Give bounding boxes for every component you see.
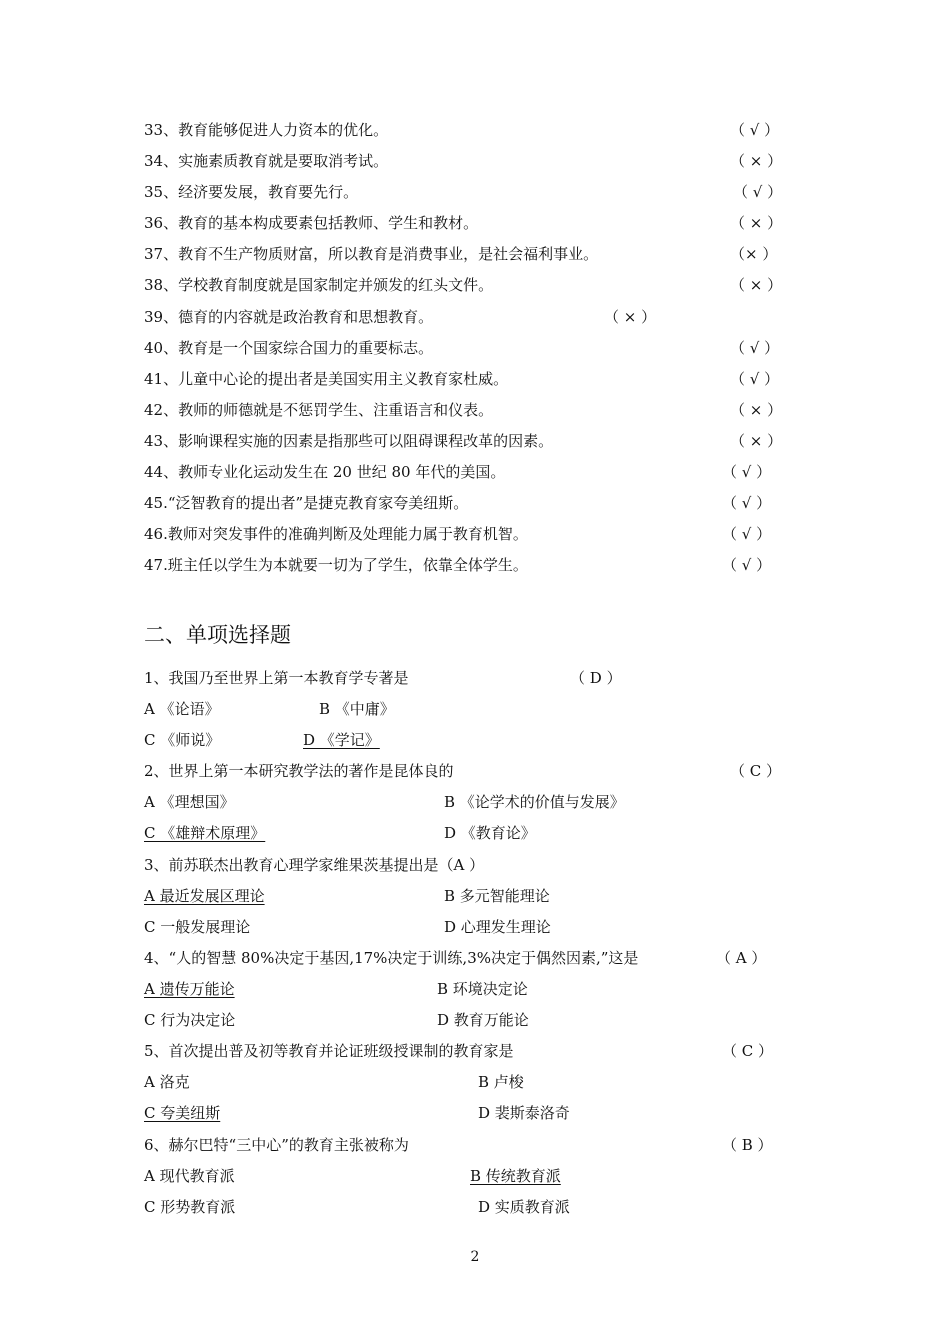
option-row [0, 884, 950, 908]
option-b: B 多元智能理论 [444, 887, 550, 905]
tf-question: 40、教育是一个国家综合国力的重要标志。 [144, 339, 434, 357]
tf-question: 44、教师专业化运动发生在 20 世纪 80 年代的美国。 [144, 463, 506, 481]
tf-item [0, 429, 950, 453]
tf-answer: （ √ ） [722, 463, 772, 481]
option-row [0, 728, 950, 752]
tf-answer: （ √ ） [730, 370, 780, 388]
option-c-correct: C 夸美纽斯 [144, 1104, 221, 1122]
question-answer: （ C ） [722, 1042, 774, 1060]
question-stem: 3、前苏联杰出教育心理学家维果茨基提出是（A ） [144, 856, 485, 874]
tf-item [0, 367, 950, 391]
choice-question [0, 1133, 950, 1157]
option-a: A 洛克 [144, 1073, 190, 1091]
option-a-correct: A 最近发展区理论 [144, 887, 265, 905]
tf-item [0, 522, 950, 546]
question-answer: （ C ） [730, 762, 782, 780]
tf-item [0, 460, 950, 484]
tf-question: 35、经济要发展，教育要先行。 [144, 183, 359, 201]
tf-answer: （ × ） [730, 214, 783, 232]
tf-question: 43、影响课程实施的因素是指那些可以阻碍课程改革的因素。 [144, 432, 554, 450]
tf-question: 42、教师的师德就是不惩罚学生、注重语言和仪表。 [144, 401, 494, 419]
tf-item [0, 336, 950, 360]
tf-question: 33、教育能够促进人力资本的优化。 [144, 121, 389, 139]
option-a: A 《理想国》 [144, 793, 235, 811]
option-b: B 卢梭 [478, 1073, 524, 1091]
tf-item [0, 553, 950, 577]
question-stem: 1、我国乃至世界上第一本教育学专著是 [144, 669, 409, 687]
tf-answer: （ × ） [730, 401, 783, 419]
option-c: C 一般发展理论 [144, 918, 251, 936]
option-row [0, 697, 950, 721]
tf-answer: （ √ ） [733, 183, 783, 201]
option-d: D 《教育论》 [444, 824, 536, 842]
option-row [0, 977, 950, 1001]
option-d: D 裴斯泰洛奇 [478, 1104, 570, 1122]
option-c-correct: C 《雄辩术原理》 [144, 824, 266, 842]
question-answer: （ B ） [722, 1136, 773, 1154]
tf-item [0, 491, 950, 515]
option-row [0, 1101, 950, 1125]
question-stem: 2、世界上第一本研究教学法的著作是昆体良的 [144, 762, 454, 780]
question-stem: 4、“人的智慧 80%决定于基因,17%决定于训练,3%决定于偶然因素,”这是 [144, 949, 639, 967]
choice-question [0, 853, 950, 877]
tf-item [0, 398, 950, 422]
tf-question: 34、实施素质教育就是要取消考试。 [144, 152, 389, 170]
option-row [0, 1164, 950, 1188]
tf-answer: （ √ ） [722, 494, 772, 512]
tf-question: 45.“泛智教育的提出者”是捷克教育家夸美纽斯。 [144, 494, 469, 512]
page-number: 2 [470, 1249, 480, 1265]
tf-question: 47.班主任以学生为本就要一切为了学生，依靠全体学生。 [144, 556, 528, 574]
option-b: B 《论学术的价值与发展》 [444, 793, 625, 811]
question-stem: 5、首次提出普及初等教育并论证班级授课制的教育家是 [144, 1042, 514, 1060]
option-a: A 现代教育派 [144, 1167, 235, 1185]
tf-item [0, 118, 950, 142]
tf-answer: （ × ） [730, 152, 783, 170]
option-c: C 行为决定论 [144, 1011, 236, 1029]
tf-answer: （ × ） [730, 276, 783, 294]
tf-answer: （× ） [730, 245, 778, 263]
choice-question [0, 946, 950, 970]
option-row [0, 1195, 950, 1219]
tf-item [0, 305, 950, 329]
option-row [0, 915, 950, 939]
option-d: D 心理发生理论 [444, 918, 551, 936]
tf-answer: （ √ ） [730, 121, 780, 139]
question-stem: 6、赫尔巴特“三中心”的教育主张被称为 [144, 1136, 409, 1154]
tf-answer: （ × ） [730, 432, 783, 450]
tf-question: 39、德育的内容就是政治教育和思想教育。 [144, 308, 434, 326]
option-b: B 《中庸》 [319, 700, 395, 718]
option-row [0, 1070, 950, 1094]
choice-question [0, 759, 950, 783]
option-row [0, 1008, 950, 1032]
tf-item [0, 273, 950, 297]
tf-question: 41、儿童中心论的提出者是美国实用主义教育家杜威。 [144, 370, 509, 388]
option-row [0, 821, 950, 845]
option-d: D 实质教育派 [478, 1198, 570, 1216]
question-answer: （ A ） [716, 949, 767, 967]
tf-item [0, 211, 950, 235]
option-b: B 环境决定论 [437, 980, 528, 998]
option-c: C 形势教育派 [144, 1198, 236, 1216]
tf-question: 46.教师对突发事件的准确判断及处理能力属于教育机智。 [144, 525, 528, 543]
option-c: C 《师说》 [144, 731, 221, 749]
option-b-correct: B 传统教育派 [470, 1167, 561, 1185]
tf-question: 38、学校教育制度就是国家制定并颁发的红头文件。 [144, 276, 494, 294]
option-a: A 《论语》 [144, 700, 220, 718]
option-d: D 教育万能论 [437, 1011, 529, 1029]
option-a-correct: A 遗传万能论 [144, 980, 235, 998]
tf-answer: （ × ） [604, 308, 657, 326]
tf-question: 36、教育的基本构成要素包括教师、学生和教材。 [144, 214, 479, 232]
tf-item [0, 180, 950, 204]
choice-question [0, 1039, 950, 1063]
tf-answer: （ √ ） [722, 556, 772, 574]
choice-question [0, 666, 950, 690]
section-heading: 二、单项选择题 [144, 623, 291, 647]
tf-item [0, 149, 950, 173]
option-row [0, 790, 950, 814]
tf-answer: （ √ ） [730, 339, 780, 357]
tf-item [0, 242, 950, 266]
tf-question: 37、教育不生产物质财富，所以教育是消费事业，是社会福利事业。 [144, 245, 599, 263]
question-answer: （ D ） [570, 669, 622, 687]
tf-answer: （ √ ） [722, 525, 772, 543]
option-d-correct: D 《学记》 [303, 731, 380, 749]
